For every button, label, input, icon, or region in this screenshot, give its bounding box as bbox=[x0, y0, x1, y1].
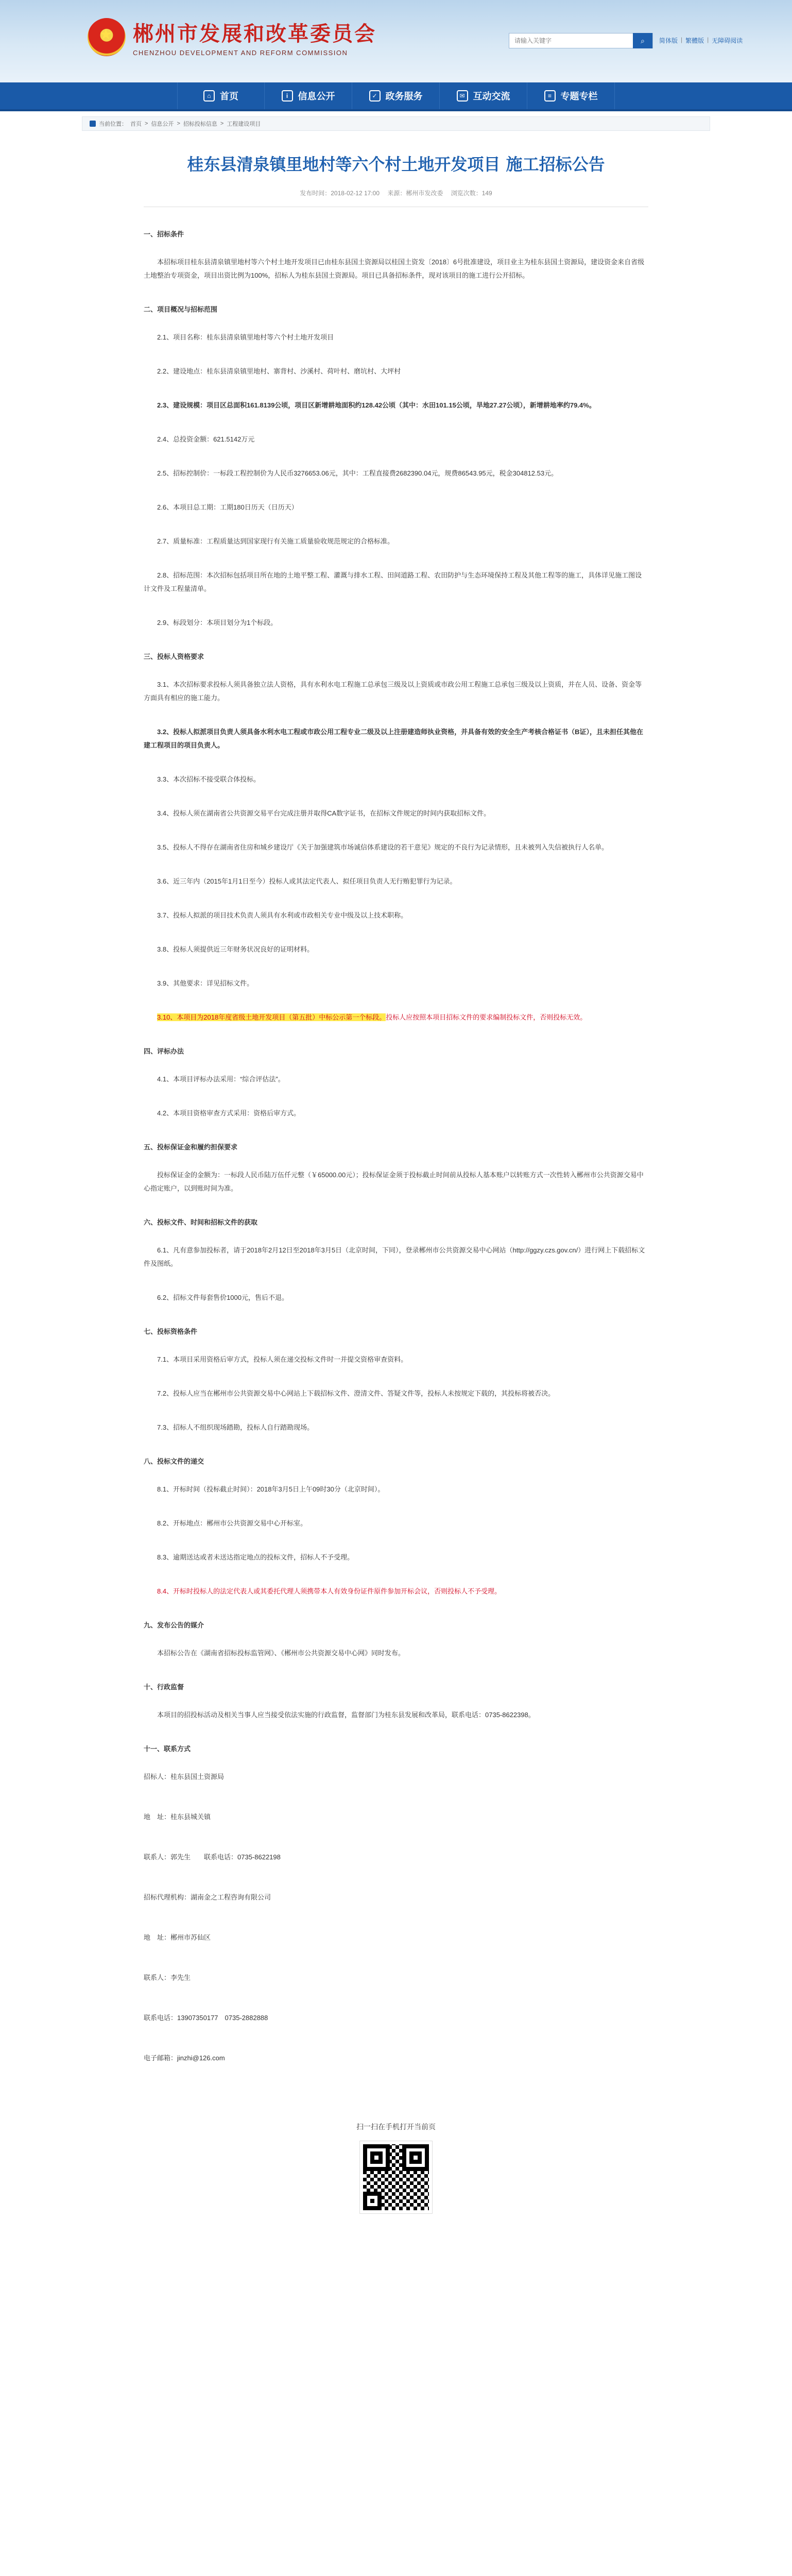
paragraph: 6.2、招标文件每套售价1000元，售后不退。 bbox=[157, 1294, 288, 1301]
paragraph: 8.4、开标时投标人的法定代表人或其委托代理人须携带本人有效身份证件原件参加开标会议，否则投标人不予受理。 bbox=[157, 1587, 502, 1595]
paragraph: 7.1、本项目采用资格后审方式，投标人须在递交投标文件时一并提交资格审查资料。 bbox=[157, 1355, 408, 1363]
view-count: 浏览次数：149 bbox=[451, 190, 492, 197]
section-heading: 五、投标保证金和履约担保要求 bbox=[144, 1143, 238, 1151]
paragraph: 2.1、项目名称：桂东县清泉镇里地村等六个村土地开发项目 bbox=[157, 333, 334, 341]
section-heading: 六、投标文件、时间和招标文件的获取 bbox=[144, 1218, 258, 1226]
contact-line: 联系人：李先生 bbox=[144, 1974, 191, 1981]
breadcrumb: 当前位置： 首页 > 信息公开 > 招标投标信息 > 工程建设项目 bbox=[82, 116, 710, 131]
paragraph: 本项目的招投标活动及相关当事人应当接受依法实施的行政监督，监督部门为桂东县发展和改革局，联系电话：0735-8622398。 bbox=[157, 1711, 535, 1719]
nav-info-public[interactable]: i 信息公开 bbox=[265, 82, 352, 109]
nav-home[interactable]: ⌂ 首页 bbox=[177, 82, 265, 109]
breadcrumb-info[interactable]: 信息公开 bbox=[151, 121, 174, 127]
section-heading: 九、发布公告的媒介 bbox=[144, 1621, 204, 1629]
paragraph: 2.3、建设规模：项目区总面积161.8139公顷，项目区新增耕地面积约128.42公顷（其中：水田101.15公顷，旱地27.27公顷），新增耕地率约79.4%。 bbox=[157, 401, 596, 409]
link-traditional[interactable]: 繁體版 bbox=[685, 37, 704, 44]
national-emblem-icon: ★ bbox=[88, 18, 126, 56]
paragraph: 2.9、标段划分：本项目划分为1个标段。 bbox=[157, 619, 278, 626]
qr-label: 扫一扫在手机打开当前页 bbox=[356, 2123, 436, 2131]
publish-time: 发布时间：2018-02-12 17:00 bbox=[300, 190, 380, 197]
search-icon: ⌕ bbox=[641, 36, 645, 45]
source: 来源：郴州市发改委 bbox=[387, 190, 443, 197]
section-heading: 一、招标条件 bbox=[144, 230, 184, 238]
search-input[interactable] bbox=[509, 33, 633, 48]
article-content bbox=[144, 228, 648, 2065]
paragraph: 7.3、招标人不组织现场踏勘，投标人自行踏勘现场。 bbox=[157, 1423, 314, 1431]
section-heading: 八、投标文件的递交 bbox=[144, 1458, 204, 1465]
paragraph: 本招标项目桂东县清泉镇里地村等六个村土地开发项目已由桂东县国土资源局以桂国土资发〔2018〕6号批准建设，项目业主为桂东县国土资源局，建设资金来自省级土地整治专项资金，项目出资比例为100%，招标人为桂东县国土资源局。项目已具备招标条件，现对该项目的施工进行公开招标。 bbox=[144, 258, 645, 279]
paragraph: 3.2、投标人拟派项目负责人须具备水利水电工程或市政公用工程专业二级及以上注册建造师执业资格，并具备有效的安全生产考核合格证书（B证），且未担任其他在建工程项目的项目负责人。 bbox=[144, 728, 643, 749]
paragraph: 3.4、投标人须在湖南省公共资源交易平台完成注册并取得CA数字证书，在招标文件规定的时间内获取招标文件。 bbox=[157, 809, 491, 817]
paragraph: 3.7、投标人拟派的项目技术负责人须具有水利或市政相关专业中级及以上技术职称。 bbox=[157, 911, 408, 919]
paragraph: 投标保证金的金额为：一标段人民币陆万伍仟元整（￥65000.00元）；投标保证金须于投标截止时间前从投标人基本账户以转账方式一次性转入郴州市公共资源交易中心指定账户，以到账时间为准。 bbox=[144, 1171, 644, 1192]
topic-icon: ≡ bbox=[544, 90, 556, 101]
paragraph: 3.5、投标人不得存在湖南省住房和城乡建设厅《关于加强建筑市场诚信体系建设的若干意见》规定的不良行为记录情形，且未被列入失信被执行人名单。 bbox=[157, 843, 609, 851]
qr-section bbox=[144, 2122, 648, 2213]
paragraph: 2.7、质量标准：工程质量达到国家现行有关施工质量验收规范规定的合格标准。 bbox=[157, 537, 394, 545]
highlight-paragraph: 3.10、本项目为2018年度省级土地开发项目（第五批）中标公示第一个标段。投标人应按照本项目招标文件的要求编制投标文件，否则投标无效。 bbox=[157, 1013, 587, 1021]
search-button[interactable] bbox=[633, 33, 652, 48]
qr-code-icon bbox=[360, 2141, 432, 2213]
breadcrumb-home[interactable]: 首页 bbox=[130, 121, 142, 127]
paragraph: 本招标公告在《湖南省招标投标监管网》、《郴州市公共资源交易中心网》同时发布。 bbox=[157, 1649, 405, 1657]
home-icon: ⌂ bbox=[203, 90, 215, 101]
nav-topics[interactable]: ≡ 专题专栏 bbox=[527, 82, 615, 109]
breadcrumb-bidding[interactable]: 招标投标信息 bbox=[183, 121, 217, 127]
contact-line: 招标人：桂东县国土资源局 bbox=[144, 1773, 225, 1781]
section-heading: 二、项目概况与招标范围 bbox=[144, 306, 218, 313]
paragraph: 2.6、本项目总工期：工期180日历天（日历天） bbox=[157, 503, 298, 511]
section-heading: 十一、联系方式 bbox=[144, 1745, 191, 1753]
paragraph: 3.9、其他要求：详见招标文件。 bbox=[157, 979, 254, 987]
header-links: 简体版 | 繁體版 | 无障碍阅读 bbox=[659, 36, 743, 44]
contact-line: 招标代理机构：湖南金之工程咨询有限公司 bbox=[144, 1893, 271, 1901]
link-accessibility[interactable]: 无障碍阅读 bbox=[712, 37, 743, 44]
paragraph: 2.5、招标控制价：一标段工程控制价为人民币3276653.06元，其中：工程直接费2682390.04元，规费86543.95元，税金304812.53元。 bbox=[157, 469, 558, 477]
site-title-en: CHENZHOU DEVELOPMENT AND REFORM COMMISSION bbox=[133, 49, 348, 57]
section-heading: 三、投标人资格要求 bbox=[144, 653, 204, 660]
nav-services[interactable]: ✓ 政务服务 bbox=[352, 82, 440, 109]
paragraph: 2.2、建设地点：桂东县清泉镇里地村、寨背村、沙溪村、荷叶村、磨坑村、大坪村 bbox=[157, 367, 401, 375]
paragraph: 3.6、近三年内（2015年1月1日至今）投标人或其法定代表人、拟任项目负责人无行贿犯罪行为记录。 bbox=[157, 877, 457, 885]
paragraph: 8.3、逾期送达或者未送达指定地点的投标文件，招标人不予受理。 bbox=[157, 1553, 354, 1561]
main-nav bbox=[0, 82, 792, 111]
breadcrumb-current[interactable]: 工程建设项目 bbox=[227, 121, 261, 127]
info-icon: i bbox=[282, 90, 293, 101]
search-bar bbox=[509, 33, 653, 48]
contact-line: 电子邮箱：jinzhi@126.com bbox=[144, 2054, 225, 2062]
paragraph: 2.8、招标范围：本次招标包括项目所在地的土地平整工程、灌溉与排水工程、田间道路工程、农田防护与生态环境保持工程及其他工程等的施工，具体详见施工图设计文件及工程量清单。 bbox=[144, 571, 642, 592]
paragraph: 3.1、本次招标要求投标人须具备独立法人资格，具有水利水电工程施工总承包三级及以上资质或市政公用工程施工总承包三级及以上资质，并在人员、设备、资金等方面具有相应的施工能力。 bbox=[144, 681, 642, 702]
paragraph: 2.4、总投资金额：621.5142万元 bbox=[157, 435, 255, 443]
nav-interaction[interactable]: ✉ 互动交流 bbox=[440, 82, 527, 109]
service-icon: ✓ bbox=[369, 90, 381, 101]
paragraph: 8.2、开标地点：郴州市公共资源交易中心开标室。 bbox=[157, 1519, 307, 1527]
contact-line: 地 址：郴州市苏仙区 bbox=[144, 1934, 211, 1941]
article bbox=[82, 151, 710, 2213]
site-logo[interactable] bbox=[88, 18, 376, 57]
contact-line: 地 址：桂东县城关镇 bbox=[144, 1813, 211, 1821]
location-icon bbox=[90, 121, 96, 127]
paragraph: 8.1、开标时间（投标截止时间）：2018年3月5日上午09时30分（北京时间）。 bbox=[157, 1485, 385, 1493]
site-header bbox=[0, 0, 792, 82]
paragraph: 3.8、投标人须提供近三年财务状况良好的证明材料。 bbox=[157, 945, 314, 953]
paragraph: 3.3、本次招标不接受联合体投标。 bbox=[157, 775, 261, 783]
contact-line: 联系人：郭先生 联系电话：0735-8622198 bbox=[144, 1853, 281, 1861]
paragraph: 6.1、凡有意参加投标者，请于2018年2月12日至2018年3月5日（北京时间，下同），登录郴州市公共资源交易中心网站（http://ggzy.czs.gov.cn/）进行网上下载招标文件及图纸。 bbox=[144, 1246, 645, 1267]
paragraph: 4.1、本项目评标办法采用：“综合评估法”。 bbox=[157, 1075, 285, 1083]
site-title-cn: 郴州市发展和改革委员会 bbox=[133, 22, 376, 46]
link-simplified[interactable]: 简体版 bbox=[659, 37, 678, 44]
section-heading: 七、投标资格条件 bbox=[144, 1328, 198, 1335]
paragraph: 4.2、本项目资格审查方式采用：资格后审方式。 bbox=[157, 1109, 301, 1117]
section-heading: 四、评标办法 bbox=[144, 1047, 184, 1055]
chat-icon: ✉ bbox=[457, 90, 468, 101]
page-title: 桂东县清泉镇里地村等六个村土地开发项目 施工招标公告 bbox=[187, 155, 605, 174]
contact-line: 联系电话：13907350177 0735-2882888 bbox=[144, 2014, 268, 2022]
paragraph: 7.2、投标人应当在郴州市公共资源交易中心网站上下载招标文件、澄清文件、答疑文件等，投标人未按规定下载的，其投标将被否决。 bbox=[157, 1389, 555, 1397]
article-meta bbox=[144, 189, 648, 207]
section-heading: 十、行政监督 bbox=[144, 1683, 184, 1691]
